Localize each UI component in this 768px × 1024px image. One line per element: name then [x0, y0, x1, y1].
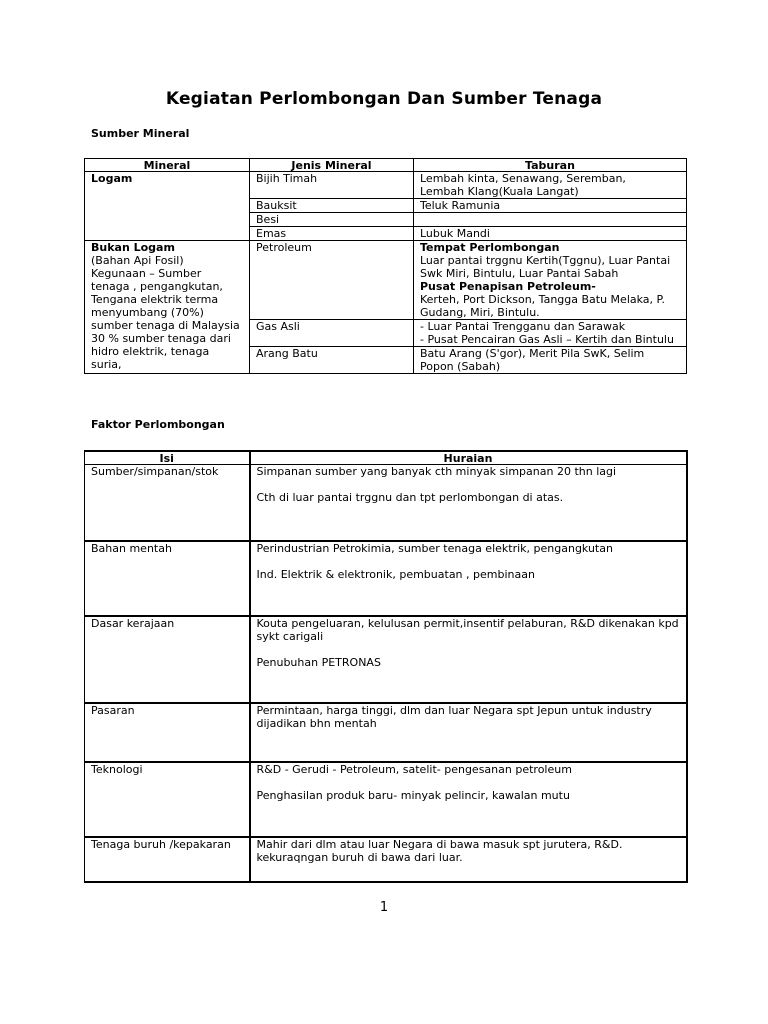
taburan-cell: Teluk Ramunia	[414, 199, 687, 213]
isi-cell: Teknologi	[85, 762, 250, 837]
mineral-cell: Bijih Timah	[250, 172, 414, 199]
mineral-cell: Emas	[250, 227, 414, 241]
category-cell-logam: Logam	[85, 172, 250, 241]
category-note: sumber tenaga di Malaysia	[91, 319, 240, 332]
huraian-line: Penghasilan produk baru- minyak pelincir, kawalan mutu	[256, 788, 570, 802]
table-row	[85, 241, 687, 320]
taburan-text: Kerteh, Port Dickson, Tangga Batu Melaka, P. Gudang, Miri, Bintulu.	[420, 293, 665, 319]
section-heading-sumber-mineral: Sumber Mineral	[91, 127, 190, 140]
isi-cell: Sumber/simpanan/stok	[85, 465, 250, 541]
huraian-line: Ind. Elektrik & elektronik, pembuatan , pembinaan	[256, 567, 535, 581]
isi-cell: Pasaran	[85, 703, 250, 762]
table-row	[85, 762, 687, 837]
section-heading-faktor-perlombongan: Faktor Perlombongan	[91, 418, 225, 431]
mineral-cell: Arang Batu	[250, 347, 414, 374]
huraian-cell	[250, 762, 687, 837]
mineral-cell: Petroleum	[250, 241, 414, 320]
taburan-subheading: Tempat Perlombongan	[420, 241, 560, 254]
huraian-line: Penubuhan PETRONAS	[256, 655, 381, 669]
table-header-row	[85, 159, 687, 172]
faktor-table	[84, 450, 688, 883]
mineral-cell: Gas Asli	[250, 320, 414, 347]
table-row	[85, 172, 687, 199]
taburan-line: - Luar Pantai Trengganu dan Sarawak	[420, 320, 626, 333]
taburan-cell	[414, 320, 687, 347]
huraian-cell	[250, 616, 687, 703]
huraian-line: Perindustrian Petrokimia, sumber tenaga elektrik, pengangkutan	[256, 541, 613, 555]
page-title: Kegiatan Perlombongan Dan Sumber Tenaga	[165, 89, 603, 109]
column-header: Isi	[85, 451, 250, 465]
mineral-table	[84, 158, 687, 374]
mineral-cell: Bauksit	[250, 199, 414, 213]
table-row	[85, 465, 687, 541]
page-number: 1	[379, 900, 389, 915]
category-note: Tengana elektrik terma menyumbang (70%)	[91, 293, 219, 319]
table-row	[85, 703, 687, 762]
huraian-cell: Mahir dari dlm atau luar Negara di bawa masuk spt jurutera, R&D. kekuraqngan buruh di bawa dari luar.	[250, 837, 687, 882]
category-note: (Bahan Api Fosil)	[91, 254, 184, 267]
taburan-cell: Lubuk Mandi	[414, 227, 687, 241]
taburan-cell	[414, 213, 687, 227]
taburan-text: Luar pantai trggnu Kertih(Tggnu), Luar Pantai Swk Miri, Bintulu, Luar Pantai Sabah	[420, 254, 671, 280]
column-header: Mineral	[85, 159, 250, 172]
huraian-line: Simpanan sumber yang banyak cth minyak simpanan 20 thn lagi	[256, 465, 617, 478]
column-header: Taburan	[414, 159, 687, 172]
column-header: Huraian	[250, 451, 687, 465]
huraian-cell	[250, 541, 687, 616]
table-header-row	[85, 451, 687, 465]
taburan-line: - Pusat Pencairan Gas Asli – Kertih dan Bintulu	[420, 333, 674, 346]
category-cell-bukan-logam	[85, 241, 250, 374]
taburan-line: Lembah kinta, Senawang, Seremban,	[420, 172, 626, 185]
category-note: Kegunaan – Sumber tenaga , pengangkutan,	[91, 267, 223, 293]
huraian-cell	[250, 465, 687, 541]
huraian-line: Cth di luar pantai trggnu dan tpt perlombongan di atas.	[256, 491, 564, 504]
table-row	[85, 541, 687, 616]
isi-cell: Bahan mentah	[85, 541, 250, 616]
huraian-cell: Permintaan, harga tinggi, dlm dan luar Negara spt Jepun untuk industry dijadikan bhn mentah	[250, 703, 687, 762]
table-row	[85, 837, 687, 882]
isi-cell: Tenaga buruh /kepakaran	[85, 837, 250, 882]
taburan-line: Lembah Klang(Kuala Langat)	[420, 185, 579, 198]
table-row	[85, 616, 687, 703]
taburan-subheading: Pusat Penapisan Petroleum-	[420, 280, 596, 293]
mineral-cell: Besi	[250, 213, 414, 227]
category-note: 30 % sumber tenaga dari hidro elektrik, tenaga suria,	[91, 332, 231, 371]
isi-cell: Dasar kerajaan	[85, 616, 250, 703]
taburan-cell	[414, 172, 687, 199]
category-label: Bukan Logam	[91, 241, 175, 254]
huraian-line: Kouta pengeluaran, kelulusan permit,insentif pelaburan, R&D dikenakan kpd sykt carigali	[256, 616, 679, 643]
huraian-line: R&D - Gerudi - Petroleum, satelit- pengesanan petroleum	[256, 762, 572, 776]
taburan-cell	[414, 241, 687, 320]
taburan-cell: Batu Arang (S'gor), Merit Pila SwK, Selim Popon (Sabah)	[414, 347, 687, 374]
column-header: Jenis Mineral	[250, 159, 414, 172]
